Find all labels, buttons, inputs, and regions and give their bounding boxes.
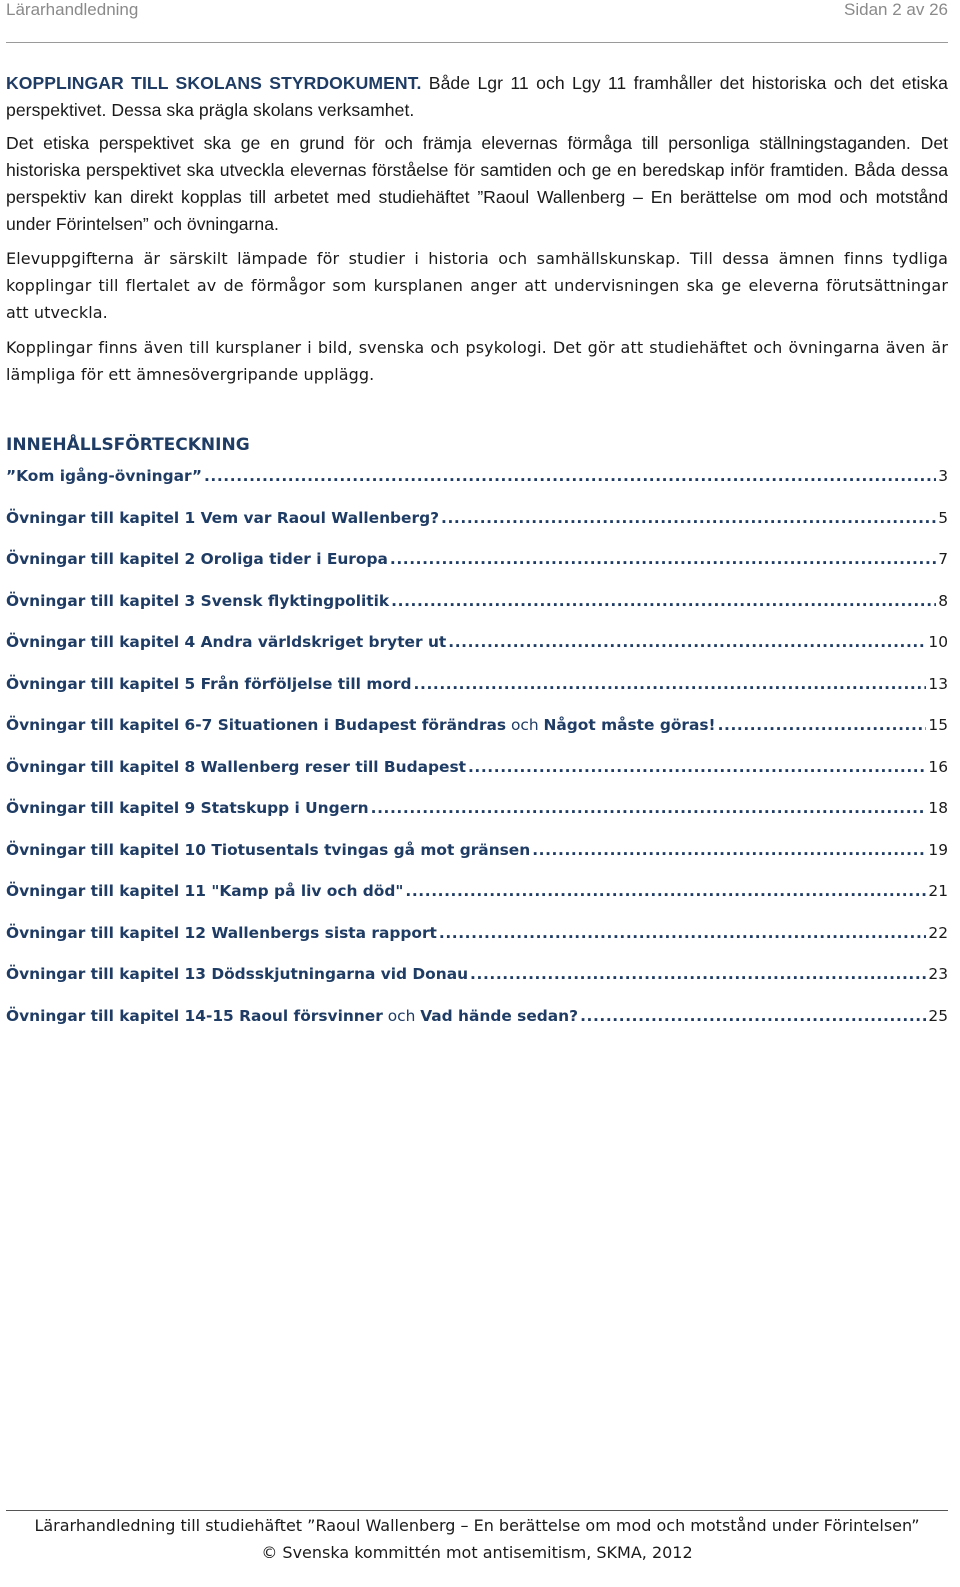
- toc-list: [6, 467, 948, 1048]
- toc-entry-title-second: Något måste göras!: [543, 716, 716, 734]
- toc-entry-title: [6, 716, 716, 734]
- header-title: Lärarhandledning: [6, 0, 139, 19]
- toc-entry-title: [6, 509, 439, 527]
- toc-page-number: 3: [938, 467, 948, 485]
- toc-entry-title-main: Övningar till kapitel 14-15 Raoul försvinner: [6, 1006, 383, 1025]
- toc-entry-title: [6, 633, 446, 651]
- toc-entry-conjunction: och: [506, 716, 544, 734]
- toc-entry-title-main: Övningar till kapitel 11 "Kamp på liv och död": [6, 882, 404, 900]
- toc-entry-title: [6, 882, 403, 900]
- toc-dot-leader: [439, 924, 927, 942]
- toc-entry-title: [6, 841, 530, 859]
- toc-entry-title: [6, 592, 389, 610]
- page-header: [6, 0, 948, 22]
- toc-title: INNEHÅLLSFÖRTECKNING: [6, 435, 250, 455]
- toc-entry[interactable]: [6, 550, 948, 592]
- toc-dot-leader: [468, 758, 926, 776]
- toc-page-number: 15: [928, 716, 948, 734]
- toc-entry[interactable]: [6, 882, 948, 924]
- toc-entry[interactable]: [6, 592, 948, 634]
- toc-page-number: 10: [928, 633, 948, 651]
- toc-entry-title-main: Övningar till kapitel 12 Wallenbergs sista rapport: [6, 923, 437, 942]
- toc-entry-title-main: Övningar till kapitel 3 Svensk flyktingpolitik: [6, 591, 390, 610]
- toc-entry-title: [6, 924, 437, 942]
- toc-entry-title: [6, 1007, 578, 1025]
- footer-copyright: © Svenska kommittén mot antisemitism, SKMA, 2012: [261, 1543, 693, 1562]
- intro-paragraph-1: [6, 70, 948, 124]
- toc-dot-leader: [204, 467, 936, 485]
- toc-entry-title: [6, 799, 369, 817]
- toc-entry[interactable]: [6, 965, 948, 1007]
- toc-dot-leader: [405, 882, 926, 900]
- toc-entry[interactable]: [6, 758, 948, 800]
- toc-dot-leader: [390, 550, 936, 568]
- toc-entry-title-second: Vad hände sedan?: [420, 1006, 579, 1025]
- toc-entry[interactable]: [6, 509, 948, 551]
- toc-entry-title-main: Övningar till kapitel 4 Andra världskriget bryter ut: [6, 633, 447, 651]
- toc-entry-title-main: Övningar till kapitel 8 Wallenberg reser till Budapest: [6, 757, 466, 776]
- toc-dot-leader: [718, 716, 927, 734]
- toc-page-number: 18: [928, 799, 948, 817]
- toc-entry-title: [6, 965, 468, 983]
- toc-dot-leader: [580, 1007, 926, 1025]
- toc-entry-conjunction: och: [382, 1006, 421, 1025]
- header-page-number: Sidan 2 av 26: [844, 0, 948, 19]
- toc-entry-title: [6, 550, 388, 568]
- toc-entry-title-main: Övningar till kapitel 13 Dödsskjutningarna vid Donau: [6, 965, 469, 983]
- toc-dot-leader: [448, 633, 926, 651]
- toc-dot-leader: [414, 675, 927, 693]
- toc-entry-title-main: ”Kom igång-övningar”: [6, 467, 202, 485]
- toc-entry-title-main: Övningar till kapitel 1 Vem var Raoul Wallenberg?: [6, 508, 440, 527]
- toc-page-number: 8: [938, 591, 948, 610]
- toc-entry-title-main: Övningar till kapitel 5 Från förföljelse till mord: [6, 674, 412, 693]
- header-divider: [6, 42, 948, 43]
- toc-page-number: 25: [928, 1006, 948, 1025]
- toc-entry[interactable]: [6, 675, 948, 717]
- toc-page-number: 23: [928, 965, 948, 983]
- footer-document-title: Lärarhandledning till studiehäftet ”Raoul Wallenberg – En berättelse om mod och motstånd under Förintelsen”: [34, 1516, 920, 1535]
- intro-paragraph-1-text: Både Lgr 11 och Lgy 11 framhåller det historiska och det etiska perspektivet. Dessa ska prägla skolans verksamhet.: [6, 73, 948, 120]
- toc-entry[interactable]: [6, 841, 948, 883]
- toc-page-number: 16: [928, 757, 948, 776]
- toc-entry[interactable]: [6, 467, 948, 509]
- toc-page-number: 21: [928, 882, 948, 900]
- section-heading: KOPPLINGAR TILL SKOLANS STYRDOKUMENT.: [6, 73, 422, 93]
- intro-paragraph-2: Det etiska perspektivet ska ge en grund för och främja elevernas förmåga till personliga ställningstaganden. Det historiska perspektivet ska utveckla elevernas förståelse för samtiden och ge en beredskap inför framtiden. Båda dessa perspektiv kan direkt kopplas till arbetet med studiehäftet ”Raoul Wallenberg – En berättelse om mod och motstånd under Förintelsen” och övningarna.: [6, 133, 948, 234]
- toc-dot-leader: [371, 799, 927, 817]
- toc-page-number: 5: [938, 508, 948, 527]
- table-of-contents: [6, 435, 948, 1048]
- toc-entry[interactable]: [6, 633, 948, 675]
- toc-dot-leader: [441, 509, 936, 527]
- intro-paragraph-4: Kopplingar finns även till kursplaner i bild, svenska och psykologi. Det gör att studiehäftet och övningarna även är lämpliga för ett ämnesövergripande upplägg.: [6, 338, 948, 384]
- intro-section: [6, 70, 948, 388]
- toc-entry[interactable]: [6, 1007, 948, 1049]
- toc-page-number: 19: [928, 840, 948, 859]
- toc-entry-title-main: Övningar till kapitel 6-7 Situationen i Budapest förändras: [6, 716, 507, 734]
- toc-dot-leader: [470, 965, 926, 983]
- toc-page-number: 7: [938, 550, 948, 568]
- toc-entry-title: [6, 467, 202, 485]
- toc-entry[interactable]: [6, 799, 948, 841]
- toc-entry-title-main: Övningar till kapitel 10 Tiotusentals tvingas gå mot gränsen: [6, 840, 531, 859]
- toc-dot-leader: [391, 592, 936, 610]
- toc-entry-title: [6, 675, 412, 693]
- footer-divider: [6, 1510, 948, 1511]
- intro-paragraph-3: Elevuppgifterna är särskilt lämpade för studier i historia och samhällskunskap. Till dessa ämnen finns tydliga kopplingar till flertalet av de förmågor som kursplanen anger att undervisningen ska ge eleverna förutsättningar att utveckla.: [6, 249, 948, 322]
- toc-page-number: 13: [928, 674, 948, 693]
- toc-entry-title-main: Övningar till kapitel 9 Statskupp i Ungern: [6, 799, 369, 817]
- toc-entry-title: [6, 758, 466, 776]
- toc-entry[interactable]: [6, 716, 948, 758]
- toc-page-number: 22: [928, 923, 948, 942]
- toc-dot-leader: [532, 841, 926, 859]
- toc-entry-title-main: Övningar till kapitel 2 Oroliga tider i Europa: [6, 550, 388, 568]
- toc-entry[interactable]: [6, 924, 948, 966]
